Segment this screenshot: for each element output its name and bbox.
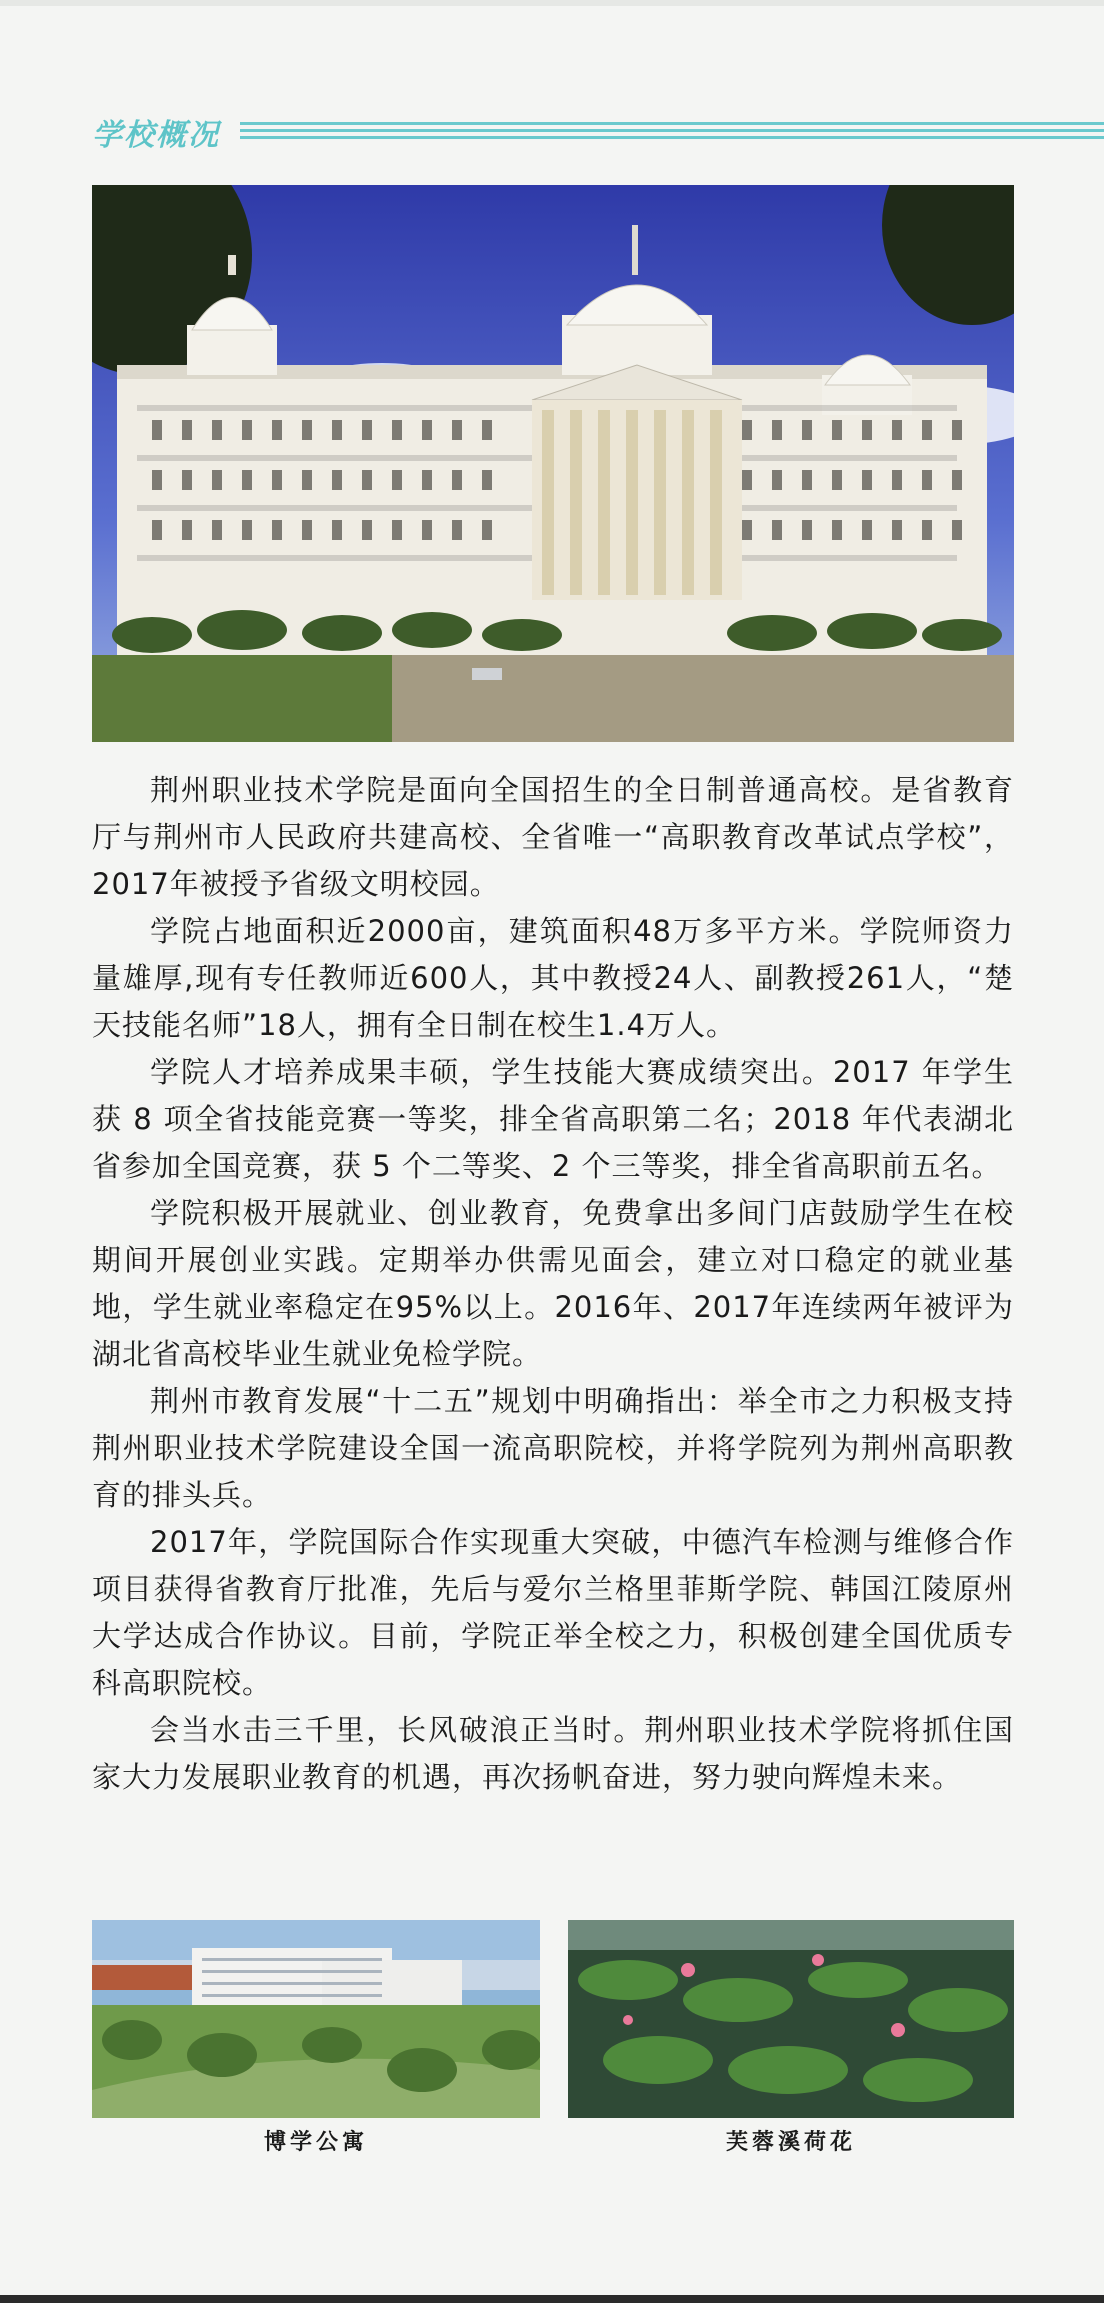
heading-rule — [240, 129, 1104, 132]
dormitory-photo — [92, 1920, 540, 2118]
section-heading — [92, 110, 1014, 153]
heading-rule — [240, 122, 1104, 125]
section-title: 学校概况 — [92, 118, 220, 153]
heading-rule — [240, 136, 1104, 139]
paragraph: 2017年，学院国际合作实现重大突破，中德汽车检测与维修合作项目获得省教育厅批准，先后与爱尔兰格里菲斯学院、韩国江陵原州大学达成合作协议。目前，学院正举全校之力，积极创建全国优质专科高职院校。 — [92, 1525, 1014, 1700]
paragraph: 荆州职业技术学院是面向全国招生的全日制普通高校。是省教育厅与荆州市人民政府共建高校、全省唯一“高职教育改革试点学校”，2017年被授予省级文明校园。 — [92, 773, 1014, 901]
lotus-pond-photo — [568, 1920, 1014, 2118]
campus-main-building-photo — [92, 185, 1014, 742]
photo-caption: 芙蓉溪荷花 — [725, 2129, 856, 2155]
page-edge — [0, 2295, 1104, 2303]
paragraph: 学院占地面积近2000亩，建筑面积48万多平方米。学院师资力量雄厚,现有专任教师近600人，其中教授24人、副教授261人，“楚天技能名师”18人，拥有全日制在校生1.4万人。 — [92, 914, 1014, 1042]
page-edge — [0, 0, 1104, 6]
photo-caption: 博学公寓 — [263, 2129, 368, 2155]
paragraph: 会当水击三千里，长风破浪正当时。荆州职业技术学院将抓住国家大力发展职业教育的机遇，再次扬帆奋进，努力驶向辉煌未来。 — [92, 1713, 1014, 1794]
school-overview-text — [92, 767, 1014, 1801]
paragraph: 学院积极开展就业、创业教育，免费拿出多间门店鼓励学生在校期间开展创业实践。定期举办供需见面会，建立对口稳定的就业基地，学生就业率稳定在95%以上。2016年、2017年连续两年被评为湖北省高校毕业生就业免检学院。 — [92, 1196, 1014, 1371]
paragraph: 学院人才培养成果丰硕，学生技能大赛成绩突出。2017 年学生获 8 项全省技能竞赛一等奖，排全省高职第二名；2018 年代表湖北省参加全国竞赛，获 5 个二等奖、2 个三等奖，排全省高职前五名。 — [92, 1055, 1014, 1183]
paragraph: 荆州市教育发展“十二五”规划中明确指出：举全市之力积极支持荆州职业技术学院建设全国一流高职院校，并将学院列为荆州高职教育的排头兵。 — [92, 1384, 1014, 1512]
